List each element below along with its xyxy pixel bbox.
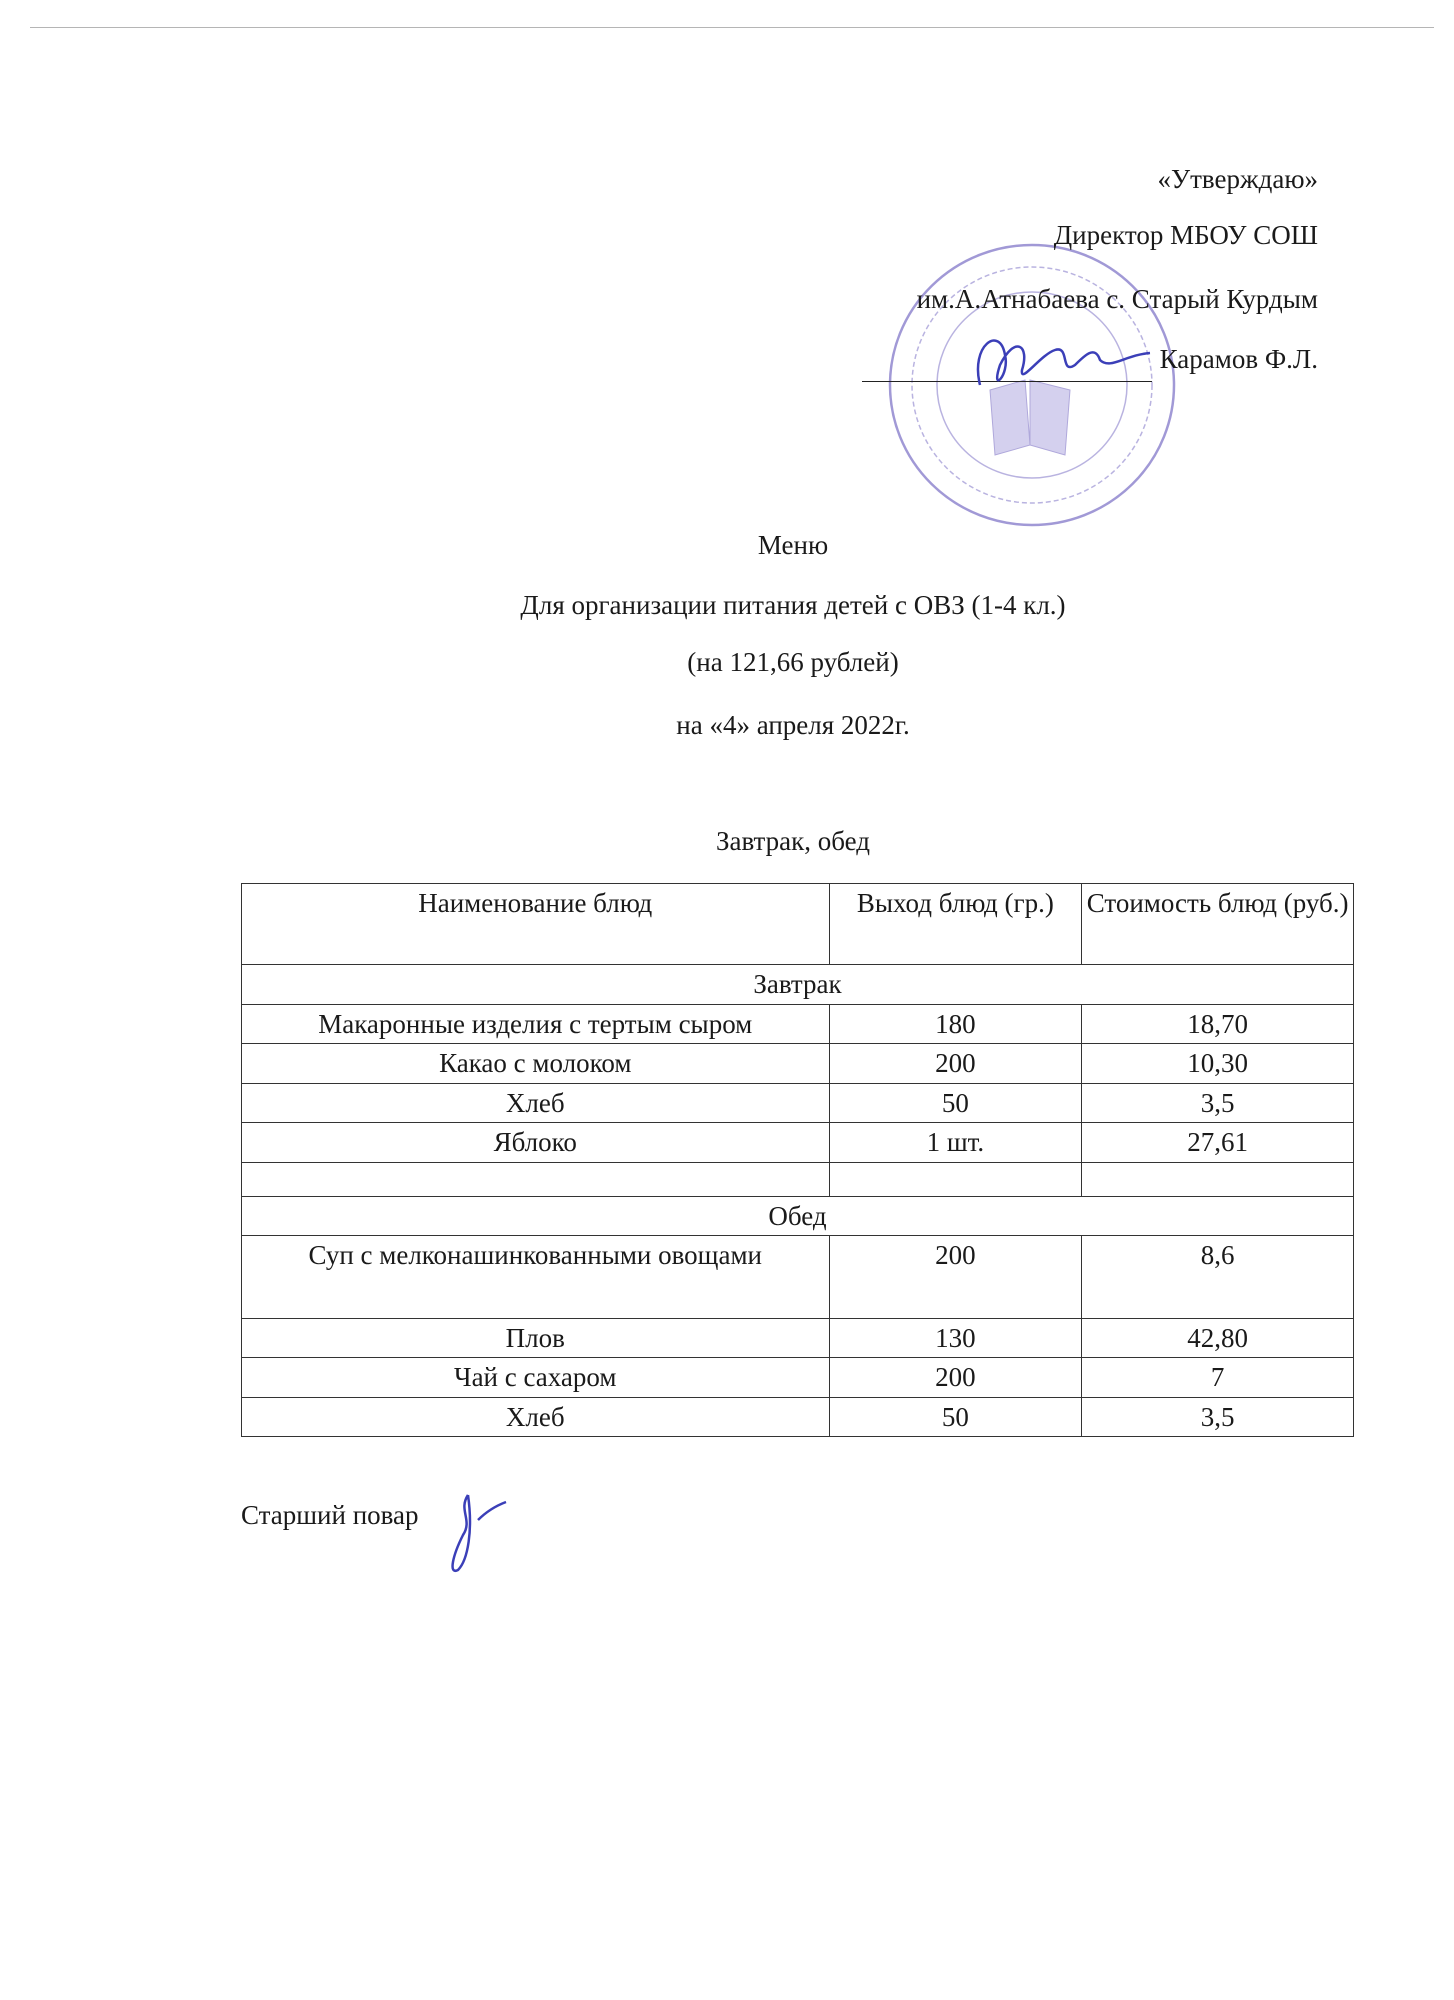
- approval-label: «Утверждаю»: [1157, 164, 1318, 194]
- table-section-row: [242, 1197, 1354, 1236]
- table-row: [242, 1358, 1354, 1398]
- approver-position: Директор МБОУ СОШ: [1053, 220, 1318, 250]
- table-row: [242, 1398, 1354, 1437]
- table-row: [242, 1005, 1354, 1044]
- portion-cell: 200: [829, 1236, 1082, 1319]
- cost-cell: 7: [1082, 1358, 1354, 1398]
- school-name: им.А.Атнабаева с. Старый Курдым: [916, 284, 1318, 314]
- cost-cell: 8,6: [1082, 1236, 1354, 1319]
- portion-cell: 180: [829, 1005, 1082, 1044]
- portion-cell: 130: [829, 1319, 1082, 1358]
- table-row: [242, 1123, 1354, 1163]
- cost-cell: 3,5: [1082, 1398, 1354, 1437]
- director-signature: [960, 315, 1160, 405]
- table-section-row: [242, 965, 1354, 1005]
- portion-cell: 200: [829, 1044, 1082, 1084]
- portion-cell: 50: [829, 1398, 1082, 1437]
- portion-cell: 200: [829, 1358, 1082, 1398]
- document-title: Меню: [757, 530, 829, 560]
- cost-cell: 10,30: [1082, 1044, 1354, 1084]
- header-portion: Выход блюд (гр.): [829, 884, 1082, 965]
- menu-table: [241, 883, 1354, 1437]
- table-header-row: [242, 884, 1354, 965]
- cost-cell: 27,61: [1082, 1123, 1354, 1163]
- head-cook-label: Старший повар: [241, 1500, 419, 1530]
- dish-name-cell: Хлеб: [242, 1398, 830, 1437]
- portion-cell: [829, 1163, 1082, 1197]
- meals-heading: Завтрак, обед: [715, 826, 871, 856]
- menu-purpose: Для организации питания детей с ОВЗ (1-4 кл.): [520, 590, 1066, 620]
- scan-edge-line: [30, 27, 1434, 28]
- dish-name-cell: Суп с мелконашинкованными овощами: [242, 1236, 830, 1319]
- table-row: [242, 1236, 1354, 1319]
- dish-name-cell: Какао с молоком: [242, 1044, 830, 1084]
- section-title: Обед: [242, 1197, 1354, 1236]
- header-dish-name: Наименование блюд: [242, 884, 830, 965]
- menu-date: на «4» апреля 2022г.: [676, 710, 910, 740]
- dish-name-cell: [242, 1163, 830, 1197]
- table-row: [242, 1044, 1354, 1084]
- dish-name-cell: Хлеб: [242, 1084, 830, 1123]
- cost-cell: [1082, 1163, 1354, 1197]
- cost-cell: 18,70: [1082, 1005, 1354, 1044]
- cook-signature: [448, 1490, 528, 1580]
- approver-name: Карамов Ф.Л.: [1159, 344, 1318, 374]
- cost-cell: 42,80: [1082, 1319, 1354, 1358]
- cost-cell: 3,5: [1082, 1084, 1354, 1123]
- menu-price: (на 121,66 рублей): [687, 647, 899, 677]
- portion-cell: 50: [829, 1084, 1082, 1123]
- portion-cell: 1 шт.: [829, 1123, 1082, 1163]
- table-row: [242, 1163, 1354, 1197]
- dish-name-cell: Яблоко: [242, 1123, 830, 1163]
- dish-name-cell: Чай с сахаром: [242, 1358, 830, 1398]
- dish-name-cell: Плов: [242, 1319, 830, 1358]
- table-row: [242, 1319, 1354, 1358]
- table-row: [242, 1084, 1354, 1123]
- dish-name-cell: Макаронные изделия с тертым сыром: [242, 1005, 830, 1044]
- section-title: Завтрак: [242, 965, 1354, 1005]
- header-cost: Стоимость блюд (руб.): [1082, 884, 1354, 965]
